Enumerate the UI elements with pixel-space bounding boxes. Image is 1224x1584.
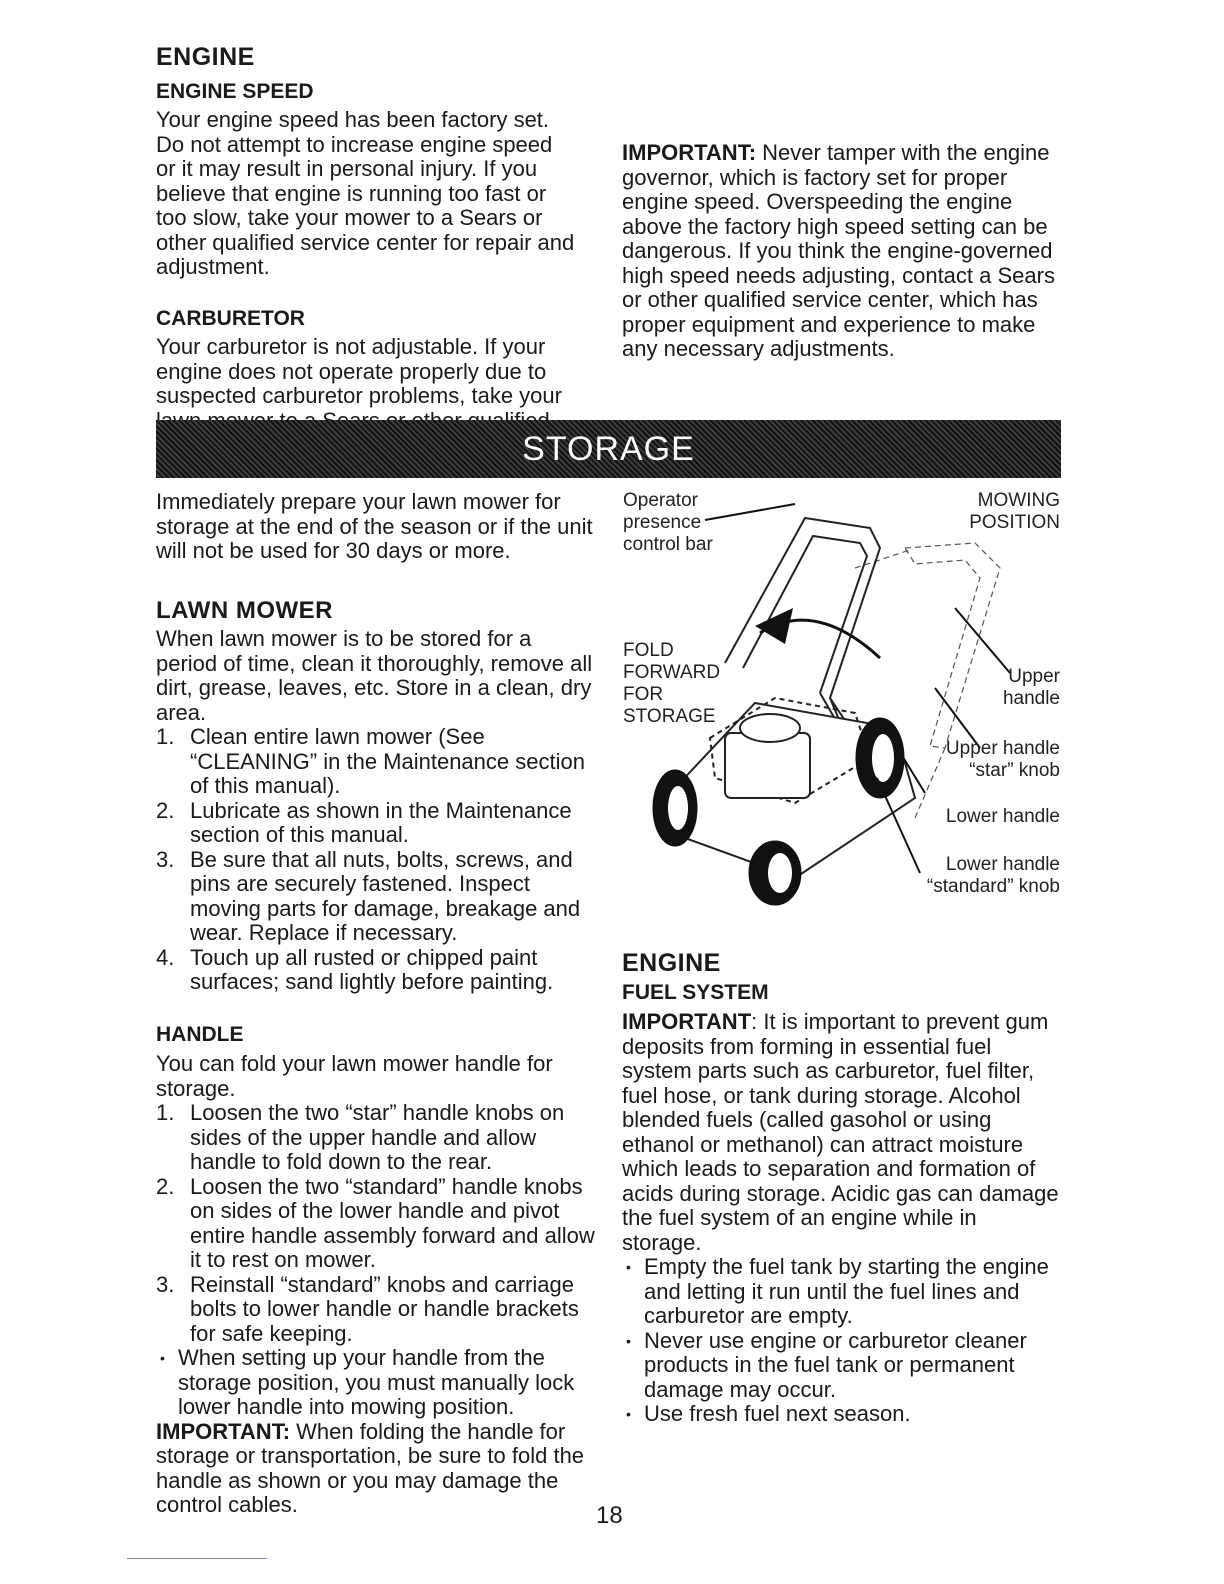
upper-handle-label: Upper handle <box>1002 666 1060 709</box>
important-text: : It is important to prevent gum deposits from forming in essential fuel system parts such as carburetor, fuel filter, fuel hose, or tank during storage. Alcohol blended fuels (called gasohol or using ethanol or methanol) can attract moisture which leads to separation and formation of acids during storage. Acidic gas can damage the fuel system of an engine while in storage. <box>622 1009 1059 1255</box>
important-label: IMPORTANT: <box>622 140 757 165</box>
fold-forward-label: FOLD FORWARD FOR STORAGE <box>623 640 721 727</box>
handle-section <box>156 1052 596 1518</box>
list-item <box>156 848 596 946</box>
step-text: Clean entire lawn mower (See “CLEANING” in the Maintenance section of this manual). <box>190 724 585 798</box>
handle-important <box>156 1420 596 1518</box>
important-text: When folding the handle for storage or transportation, be sure to fold the handle as shown or you may damage the control cables. <box>156 1418 585 1517</box>
carburetor-important <box>622 141 1067 362</box>
list-item <box>156 1273 596 1347</box>
lower-handle-label: Lower handle <box>945 806 1060 827</box>
step-number: 1. <box>156 724 175 749</box>
storage-banner-title: STORAGE <box>522 430 695 468</box>
lawn-mower-text: When lawn mower is to be stored for a period of time, clean it thoroughly, remove all dirt, grease, leaves, etc. Store in a clean, dry area. <box>156 626 593 725</box>
lawn-mower-steps <box>156 725 596 995</box>
engine-speed-heading: ENGINE SPEED <box>156 80 314 103</box>
step-text: Lubricate as shown in the Maintenance section of this manual. <box>190 797 572 847</box>
list-item: • Never use engine or carburetor cleaner products in the fuel tank or permanent damage may occur. <box>622 1329 1062 1403</box>
engine-heading: ENGINE <box>156 43 255 71</box>
handle-text: You can fold your lawn mower handle for storage. <box>156 1051 553 1101</box>
list-item: • Empty the fuel tank by starting the engine and letting it run until the fuel lines and carburetor are empty. <box>622 1255 1062 1329</box>
operator-bar-label: Operator presence control bar <box>623 490 713 555</box>
engine-bottom-heading: ENGINE <box>622 949 721 977</box>
storage-intro: Immediately prepare your lawn mower for storage at the end of the season or if the unit will not be used for 30 days or more. <box>156 489 593 563</box>
step-text: Loosen the two “star” handle knobs on sides of the upper handle and allow handle to fold down to the rear. <box>190 1100 565 1174</box>
lawn-mower-section <box>156 627 596 995</box>
step-number: 3. <box>156 1271 175 1297</box>
important-text: Never tamper with the engine governor, which is factory set for proper engine speed. Overspeeding the engine above the factory high speed setting can be dangerous. If you think the engine-governed high speed needs adjusting, contact a Sears or other qualified service center, which has proper equipment and experience to make any necessary adjustments. <box>622 140 1055 361</box>
list-item <box>156 946 596 995</box>
step-text: Loosen the two “standard” handle knobs on sides of the lower handle and pivot entire handle assembly forward and allow it to rest on mower. <box>190 1173 595 1272</box>
engine-speed-text: Your engine speed has been factory set. Do not attempt to increase engine speed or it may result in personal injury. If you believe that engine is running too fast or too slow, take your mower to a Sears or other qualified service center for repair and adjustment. <box>156 107 575 279</box>
fuel-system-section <box>622 1010 1062 1427</box>
handle-steps <box>156 1101 596 1346</box>
fuel-system-heading: FUEL SYSTEM <box>622 981 769 1004</box>
step-text: Reinstall “standard” knobs and carriage bolts to lower handle or handle brackets for safe keeping. <box>190 1271 579 1346</box>
handle-heading: HANDLE <box>156 1023 244 1046</box>
list-item <box>156 725 596 799</box>
mowing-position-label: MOWING POSITION <box>969 490 1060 533</box>
list-item <box>156 799 596 848</box>
storage-banner <box>156 420 1061 478</box>
fuel-system-important <box>622 1010 1062 1255</box>
step-text: Be sure that all nuts, bolts, screws, and pins are securely fastened. Inspect moving parts for damage, breakage and wear. Replace if necessary. <box>190 846 581 945</box>
list-item: • Use fresh fuel next season. <box>622 1402 1062 1427</box>
important-label: IMPORTANT: <box>156 1418 291 1444</box>
step-number: 2. <box>156 797 175 823</box>
handle-bullets <box>156 1346 596 1420</box>
important-label: IMPORTANT <box>622 1009 752 1034</box>
list-item: • When setting up your handle from the storage position, you must manually lock lower handle into mowing position. <box>156 1346 596 1420</box>
lawn-mower-heading: LAWN MOWER <box>156 597 333 624</box>
step-number: 1. <box>156 1100 175 1125</box>
step-number: 2. <box>156 1173 175 1199</box>
carburetor-heading: CARBURETOR <box>156 307 305 330</box>
step-number: 3. <box>156 846 175 872</box>
carburetor-text: Your carburetor is not adjustable. If your engine does not operate properly due to suspected carburetor problems, take your <box>156 334 562 408</box>
lower-standard-knob-label: Lower handle “standard” knob <box>926 854 1060 897</box>
page-number: 18 <box>596 1502 623 1529</box>
step-text: Touch up all rusted or chipped paint surfaces; sand lightly before painting. <box>190 944 554 994</box>
fuel-system-bullets <box>622 1255 1062 1427</box>
lawn-mower-figure <box>615 488 1065 908</box>
footer-divider <box>127 1558 267 1559</box>
list-item <box>156 1175 596 1273</box>
upper-star-knob-label: Upper handle “star” knob <box>945 738 1060 781</box>
list-item <box>156 1101 596 1175</box>
step-number: 4. <box>156 944 175 970</box>
